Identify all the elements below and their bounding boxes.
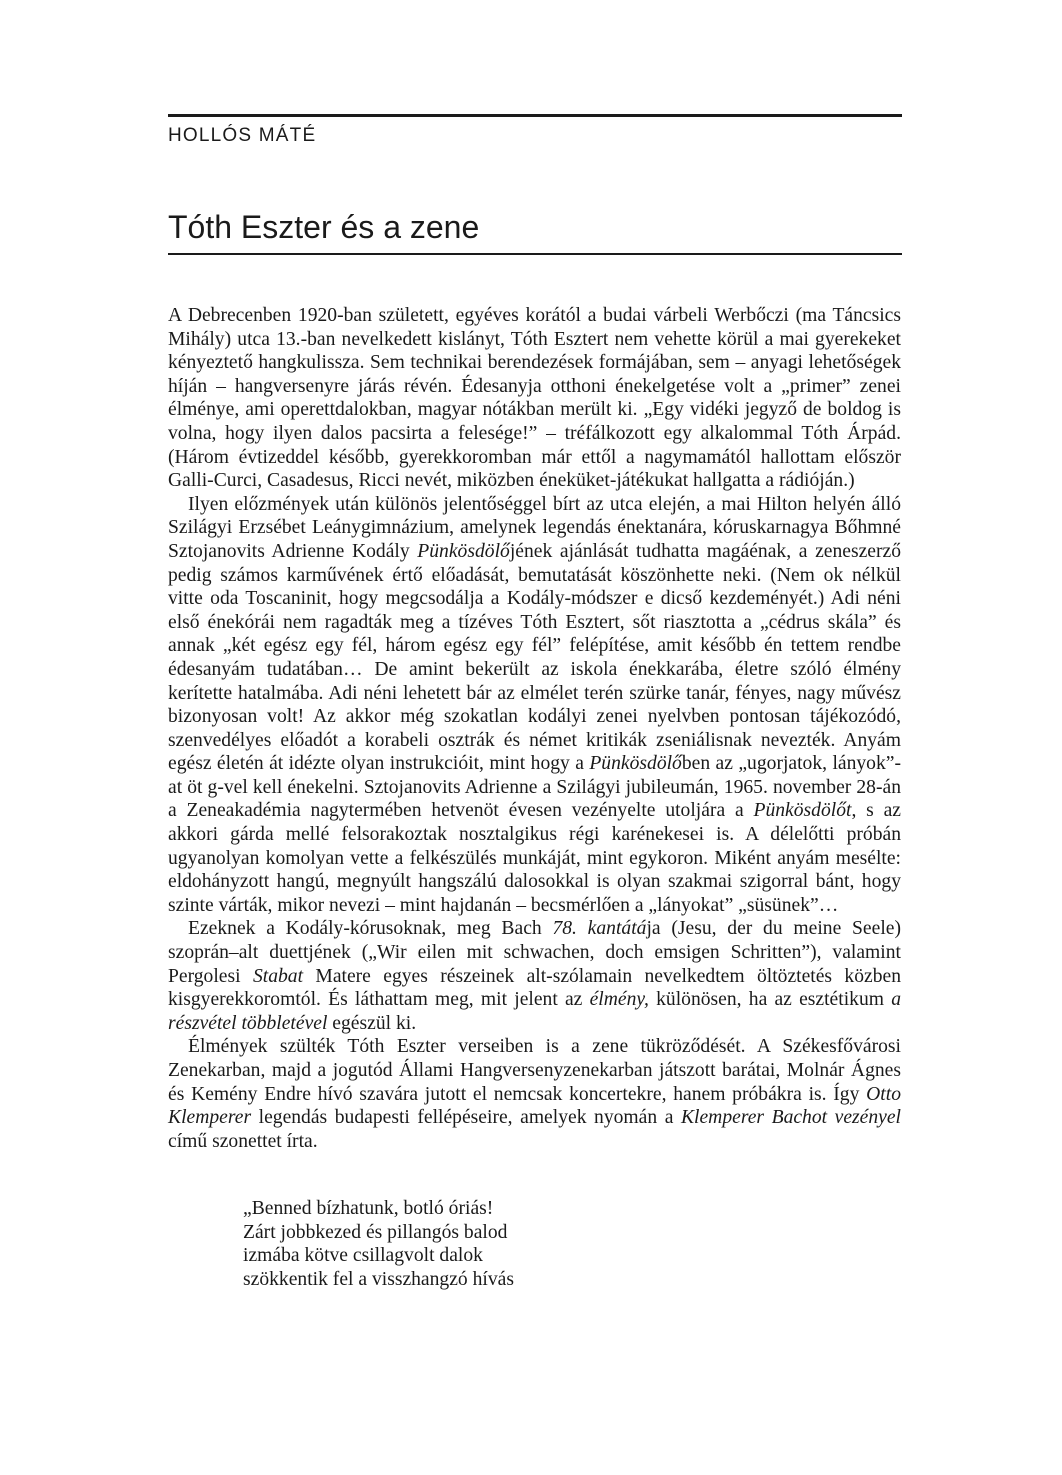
paragraph-4: [168, 1035, 901, 1153]
poem-line: „Benned bízhatunk, botló óriás!: [243, 1198, 494, 1219]
paragraph-3-text-b: ja (Jesu, der du meine Seele) szoprán–alt duettjének („Wir eilen mit schwachen, doch emsigen Schritten”), valamint Pergolesi: [168, 918, 901, 987]
paragraph-4-text-a: Élmények szülték Tóth Eszter verseiben is a zene tükröződését. A Székesfővárosi Zenekarban, majd a jogutód Állami Hangversenyzenekarban játszott barátai, Molnár Ágnes és Kemény Endre hívó szavára jutott el nemcsak koncertekre, hanem próbákra is. Így: [168, 1036, 901, 1105]
paragraph-4-italic-2: Klemperer Bachot vezényel: [680, 1107, 901, 1129]
paragraph-2-italic-2: Pünkösdölő: [589, 753, 682, 775]
paragraph-4-text-b: legendás budapesti fellépéseire, amelyek nyomán a: [251, 1107, 681, 1129]
article-body: [168, 304, 901, 1153]
paragraph-1: A Debrecenben 1920-ban született, egyéves korától a budai várbeli Werbőczi (ma Táncsics Mihály) utca 13.-ban nevelkedett kislányt, Tóth Esztert nem vehette körül a mai gyerekeket kényeztető hangkulissza. Sem technikai berendezések formájában, sem – anyagi lehetőségek híján – hangversenyre járás révén. Édesanyja otthoni énekelgetése volt a „primer” zenei élménye, ami operettdalokban, magyar nótákban merült ki. „Egy vidéki jegyző de boldog is volna, hogy ilyen dalos pacsirta a felesége!” – tréfálkozott egy alkalommal Tóth Árpád. (Három évtizeddel később, gyerekkoromban már ettől a nagymamától hallottam először Galli-Curci, Casadesus, Ricci nevét, miközben éneküket-játékukat hallgatta a rádióján.): [168, 305, 901, 492]
poem-line: szökkentik fel a visszhangzó hívás: [243, 1268, 514, 1290]
paragraph-2-italic-3: Pünkösdölőt: [753, 800, 852, 822]
poem-line: izmába kötve csillagvolt dalok: [243, 1245, 483, 1267]
paragraph-3-italic-1: 78. kantátá: [552, 918, 647, 940]
paragraph-3-text-a: Ezeknek a Kodály-kórusoknak, meg Bach: [188, 918, 553, 940]
poem-line: Zárt jobbkezed és pillangós balod: [243, 1221, 508, 1243]
paragraph-3-italic-4: a részvétel többletével: [168, 989, 901, 1034]
paragraph-3-italic-2: Stabat: [252, 965, 304, 987]
paragraph-3-italic-3: élmény,: [589, 989, 649, 1011]
paragraph-2: [168, 493, 901, 918]
paragraph-3-text-d: különösen, ha az esztétikum: [648, 989, 892, 1011]
header-rule: [168, 114, 902, 117]
paragraph-2-text-b: jének ajánlását tudhatta magáénak, a zeneszerző pedig számos karművének értő előadását, bemutatását köszönhette neki. (Nem ok nélkül vitte oda Toscaninit, hogy megcsodálja a Kodály-módszer e dicső kezdeményét.) Adi néni első énekórái nem ragadták meg a tízéves Tóth Esztert, sőt riasztotta a „cédrus skála” és annak „két egész egy fél, három egész egy fél” felépítése, amit később én tettem rendbe édesanyám tudatában… De amint bekerült az iskola énekkarába, életre szóló élmény kerítette hatalmába. Adi néni lehetett bár az elmélet terén szürke tanár, fényes, nagy művész bizonyosan volt! Az akkor még szokatlan kodályi zenei nyelvben pontosan tájékozódó, szenvedélyes előadót a korabeli osztrák és német kritikák zseniálisnak nevezték. Anyám egész életén át idézte olyan instrukcióit, mint hogy a: [168, 540, 902, 775]
paragraph-3-text-e: egészül ki.: [327, 1012, 417, 1034]
paragraph-4-text-c: című szonettet írta.: [168, 1130, 318, 1152]
paragraph-3-text-c: Matere egyes részeinek alt-szólamain nevelkedtem öltöztetés közben kisgyerekkoromtól. És láthattam meg, mit jelent az: [168, 965, 902, 1011]
title-rule: [168, 253, 902, 255]
paragraph-2-italic-1: Pünkösdölő: [417, 540, 510, 562]
paragraph-3: [168, 917, 901, 1035]
author-name: HOLLÓS MÁTÉ: [168, 125, 317, 146]
paragraph-2-text-c: ben az „ugorjatok, lányok”-at öt g-vel kell énekelni. Sztojanovits Adrienne a Szilágyi jubileumán, 1965. november 28-án a Zeneakadémia nagytermében hetvenöt évesen vezényelte utoljára a: [168, 753, 901, 822]
poem-quote: [243, 1197, 514, 1291]
paragraph-4-italic-1: Otto Klemperer: [168, 1083, 901, 1129]
paragraph-2-text-a: Ilyen előzmények után különös jelentőséggel bírt az utca elején, a mai Hilton helyén álló Szilágyi Erzsébet Leánygimnázium, amelynek legendás énektanára, kóruskarnagya Bőhmné Sztojanovits Adrienne Kodály: [168, 493, 901, 562]
article-title: Tóth Eszter és a zene: [168, 209, 480, 245]
paragraph-2-text-d: , s az akkori gárda mellé felsorakoztak nosztalgikus régi karénekesei is. A délelőtti próbán ugyanolyan komolyan vette a felkészülés munkáját, mint egykoron. Miként anyám mesélte: eldohányzott hangú, megnyúlt hangszálú dalosokkal is olyan szakmai szigorral bánt, hogy szinte várták, mikor nevezi – mint hajdanán – becsmérlően a „lányokat” „süsünek”…: [168, 800, 901, 916]
